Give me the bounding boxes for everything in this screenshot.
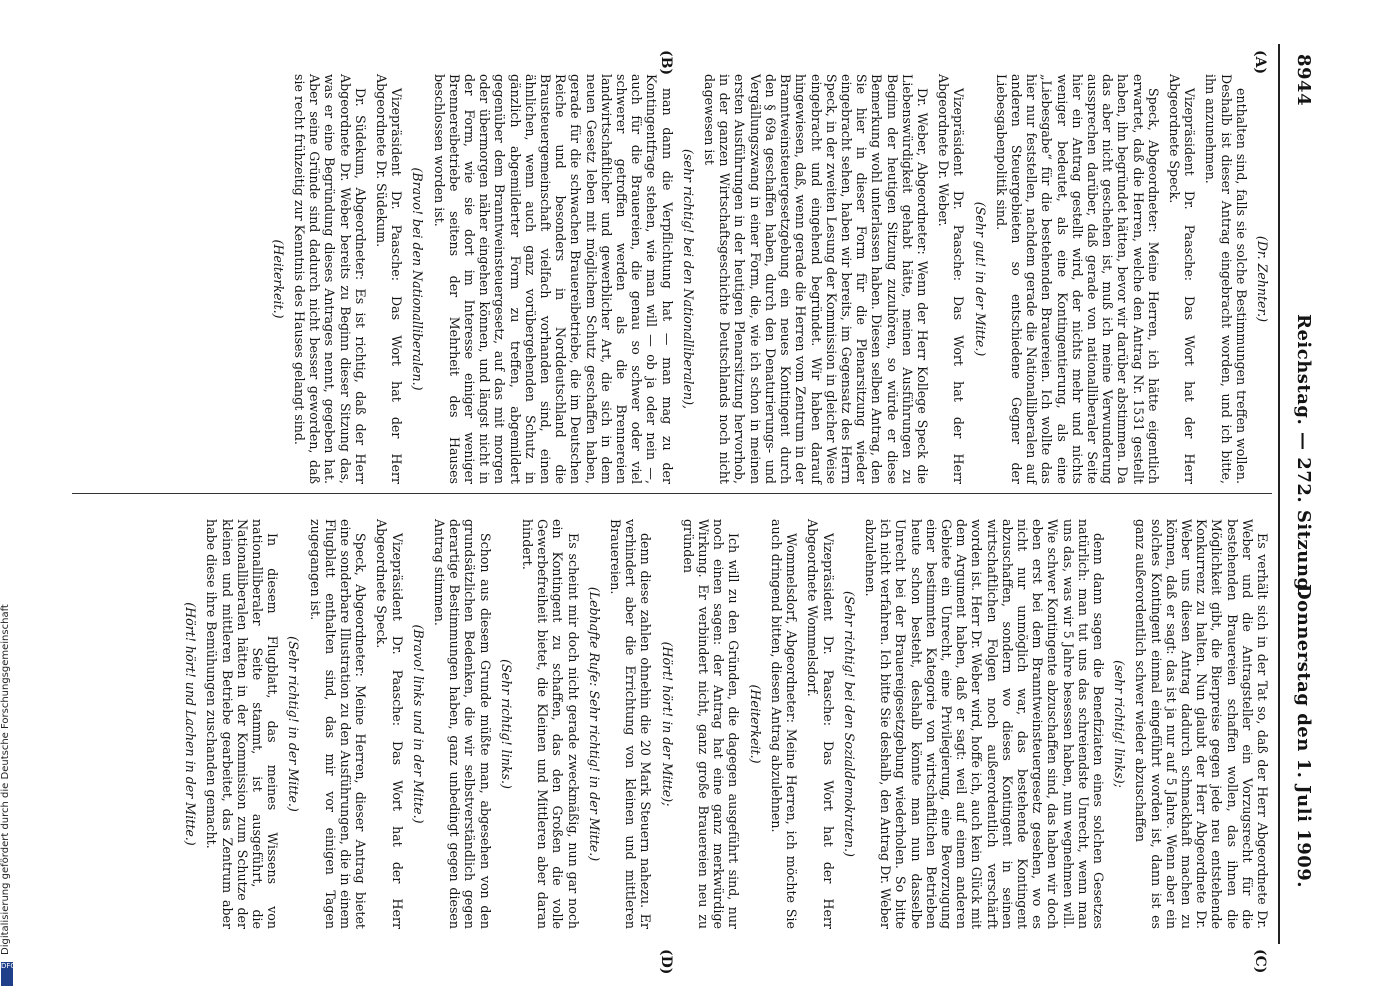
page-title: Reichstag. — 272. Sitzung.: [1293, 314, 1314, 598]
margin-marker-a: (A): [1252, 50, 1268, 75]
interjection: (Heiterkeit.): [747, 684, 763, 764]
margin-marker-d: (D): [658, 949, 674, 975]
interjection: (sehr richtig! links);: [1112, 660, 1128, 788]
page-header: [1284, 14, 1314, 974]
digitization-credit: [0, 0, 12, 1000]
margin-marker-b: (B): [658, 50, 674, 76]
dfg-logo-icon: DFG: [1, 962, 13, 986]
interjection: (Sehr richtig! links.): [498, 659, 514, 789]
paragraph: Vizepräsident Dr. Paasche: Das Wort hat der Herr Abgeordnete Speck.: [374, 519, 405, 929]
speaker-continuation: (Dr. Zehnter.): [1255, 235, 1270, 323]
interjection: (Sehr richtig! in der Mitte.): [286, 636, 302, 812]
paragraph: Ich will zu den Gründen, die dagegen ausgeführt sind, nur noch einen sagen: der Antrag hat eine ganz merkwürdige Wirkung. Er verbindert nicht, ganz große Brauereien neu zu gründen: [680, 519, 742, 929]
interjection: (Lebhafte Rufe: Sehr richtig! in der Mitte.): [586, 586, 602, 862]
page-date: Donnerstag den 1. Juli 1909.: [1293, 584, 1314, 889]
interjection: (Bravo! links und in der Mitte.): [410, 624, 426, 824]
page-number: 8944: [1293, 54, 1314, 107]
interjection: (Hört! hört! und Lachen in der Mitte.): [183, 602, 199, 846]
paragraph: Es scheint mir doch nicht gerade zweckmäßig, nun gar noch ein Kontingent zu schaffen, das den Großen die volle Gewerbefreiheit bietet, die Kleinen und Mittleren aber daran hindert.: [520, 519, 581, 929]
paragraph: denn diese zahlen ohnehin die 20 Mark Steuern nahezu. Er verhindert aber die Errichtung von kleinen und mittleren Brauereien.: [608, 519, 654, 929]
header-rule: [1278, 44, 1280, 944]
interjection: (sehr richtig! bei den Nationalliberalen),: [680, 148, 696, 410]
paragraph: denn dann sagen die Benefiziaten eines solchen Gesetzes natürlich: man tut uns das schreiendste Unrecht, wenn man uns das, was wir 5 Jahre besessen haben, nun wegnehmen will. Wie schwer Kontingente abzuschaffen sind, das haben wir doch eben erst bei dem Branntweinsteuergesetz gesehen, wo es nicht nur unmöglich war, das bestehende Kontingent abzuschaffen, sondern wo dieses Kontingent in seinen wirtschaftlichen Folgen noch außerordentlich verschärft worden ist. Herr Dr. Weber wird, hoffe ich, auch kein Glück mit dem Argument haben, daß er sagt: weil auf einem anderen Gebiete ein Unrecht, eine Privilegierung, eine Bevorzugung einer bestimmten Kategorie von wirtschaftlichen Betrieben heute schon besteht, deshalb könnte man nun dasselbe Unrecht bei der Brauereigesetzgebung wiederholen. So bitte ich nicht verfahren. Ich bitte Sie deshalb, den Antrag Dr. Weber abzulehnen.: [862, 519, 1106, 929]
paragraph: Dr. Südekum, Abgeordneter: Es ist richtig, daß der Herr Abgeordnete Dr. Weber bereits zu Beginn dieser Sitzung das, was er eine Begründung dieses Antrages nennt, gegeben hat. Aber seine Gründe sind dadurch nicht besser geworden, daß sie recht frühzeitig zur Kenntnis des Hauses gelangt sind.: [292, 74, 368, 484]
interjection: (Bravo! bei den Nationalliberalen.): [410, 167, 426, 391]
column-divider: [72, 493, 1272, 494]
paragraph: Schon aus diesem Grunde müßte man, abgesehen von den grundsätzlichen Bedenken, die wir selbstverständlich gegen derartige Bestimmungen haben, ganz unbedingt gegen diesen Antrag stimmen.: [432, 519, 493, 929]
paragraph: Vizepräsident Dr. Paasche: Das Wort hat der Herr Abgeordnete Dr. Weber.: [936, 74, 967, 484]
paragraph: enthalten sind, falls sie solche Bestimmungen treffen wollen. Deshalb ist dieser Antrag eingebracht worden, und ich bitte, ihn anzunehmen.: [1203, 74, 1249, 484]
interjection: (Sehr gut! in der Mitte.): [972, 201, 988, 357]
right-column: [177, 519, 1270, 929]
paragraph: In diesem Flugblatt, das meines Wissens von nationalliberaler Seite stammt, ist ausgeführt, die Nationalliberalen hätten in der Kommission zum Schutze der kleinen und mittleren Betriebe gearbeitet, das Zentrum aber habe diese ihre Bemühungen zuschanden gemacht.: [204, 519, 281, 929]
paragraph: Speck, Abgeordneter: Meine Herren, ich hätte eigentlich erwartet, daß die Herren, welche den Antrag Nr. 1531 gestellt haben, ihn begründet hätten, bevor wir darüber abstimmen. Da das aber nicht geschehen ist, muß ich meine Verwunderung aussprechen darüber, daß gerade von nationalliberaler Seite hier ein Antrag gestellt wird, der nichts mehr und nichts weniger bedeutet, als eine Kontingentierung, als eine „Liebesgabe“ für die bestehenden Brauereien. Ich wollte das hier nur feststellen, nachdem gerade die Nationalliberalen auf anderen Steuergebieten so entschiedene Gegner der Liebesgabenpolitik sind.: [993, 74, 1161, 484]
paragraph: Vizepräsident Dr. Paasche: Das Wort hat der Herr Abgeordnete Dr. Südekum.: [374, 74, 405, 484]
digitization-note: Digitalisierung gefördert durch die Deutsche Forschungsgemeinschaft: [0, 604, 11, 955]
paragraph: Vizepräsident Dr. Paasche: Das Wort hat der Herr Abgeordnete Speck.: [1166, 74, 1198, 484]
paragraph: Es verhält sich in der Tat so, daß der Herr Abgeordnete Dr. Weber und die Antragsteller ein Vorzugsrecht für die bestehenden Brauereien schaffen wollen, das ihnen die Möglichkeit gibt, die Bierpreise gegen jede neu entstehende Konkurrenz zu halten. Nun glaubt der Herr Abgeordnete Dr. Weber uns diesen Antrag dadurch schmackhaft machen zu können, daß er sagt: das ist ja nur auf 5 Jahre. Wenn aber ein solches Kontingent einmal eingeführt worden ist, dann ist es ganz außerordentlich schwer wieder abzuschaffen: [1133, 519, 1270, 929]
interjection: (Hört! hört! in der Mitte);: [659, 641, 675, 807]
paragraph: Speck, Abgeordneter: Meine Herren, dieser Antrag bietet eine sonderbare Illustration zu den Ausführungen, die in einem Flugblatt enthalten sind, das mir vor einigen Tagen zugegangen ist.: [307, 519, 369, 929]
interjection: (Heiterkeit.): [270, 239, 286, 319]
paragraph: Dr. Weber, Abgeordneter: Wenn der Herr Kollege Speck die Liebenswürdigkeit gehabt hätte, meinen Ausführungen zu Beginn der heutigen Sitzung zuzuhören, so würde er diese Bemerkung wohl unterlassen haben. Diesen selben Antrag, den Sie hier in dieser Form für die Plenarsitzung wieder eingebracht sehen, haben wir bereits, im Gegensatz des Herrn Speck, in der zweiten Lesung der Kommission in gleicher Weise eingebracht und eingehend begründet. Wir haben darauf hingewiesen, daß, wenn gerade die Herren vom Zentrum in der Branntweinsteuergesetzgebung ein neues Kontingent durch den § 69a geschaffen haben, durch den Denaturierungs- und Vergällungszwang in einer Form, die, wie ich schon in meinen ersten Ausführungen in der heutigen Plenarsitzung hervorhob, in der ganzen Wirtschaftsgeschichte Deutschlands noch nicht dagewesen ist: [702, 74, 930, 484]
margin-marker-c: (C): [1252, 949, 1268, 974]
rotated-sheet: [52, 14, 1332, 974]
interjection: (Sehr richtig! bei den Sozialdemokraten.): [841, 591, 857, 857]
paragraph: Vizepräsident Dr. Paasche: Das Wort hat der Herr Abgeordnete Wommelsdorf.: [805, 519, 836, 929]
paragraph: man dann die Verpflichtung hat — man mag zu der Kontingentfrage stehen, wie man will — ob ja oder nein —, auch für die Brauereien, die genau so schwer oder viel schwerer getroffen werden als die Brennereien landwirtschaftlicher und gewerblicher Art, die sich in dem neuen Gesetz leben mit möglichem Schutz geschaffen haben, gerade für die schwachen Brauereibetriebe, die im Deutschen Reiche und besonders in Norddeutschland die Brausteuergemeinschaft vielfach vorhanden sind, einen ähnlichen, wenn auch ganz vorübergehenden Schutz in gänzlich abgemilderter Form zu treffen, abgemildert gegenüber dem Branntweinsteuergesetz, auf das mit morgen oder übermorgen näher eingehen können, und längst nicht in der Form, wie sie dort im Interesse einiger weniger Brennereibetriebe seitens der Mehrheit des Hauses beschlossen worden ist.: [431, 74, 675, 484]
left-column: [265, 74, 1270, 484]
paragraph: Wommelsdorf, Abgeordneter: Meine Herren, ich möchte Sie auch dringend bitten, diesen Antrag abzulehnen.: [768, 519, 800, 929]
